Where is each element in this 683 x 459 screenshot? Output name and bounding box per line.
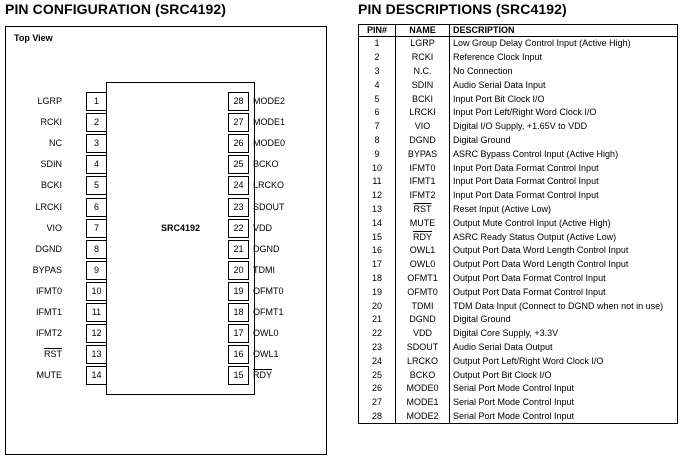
pin-number-cell: 7 xyxy=(359,120,396,134)
table-row xyxy=(359,78,678,92)
pin-number-cell: 3 xyxy=(359,65,396,79)
table-header-row xyxy=(359,25,678,37)
pin-number-cell: 24 xyxy=(359,354,396,368)
table-row xyxy=(359,147,678,161)
pin-number: 20 xyxy=(228,261,249,280)
pin-number: 27 xyxy=(228,113,249,132)
pin-description-cell: Input Port Data Format Control Input xyxy=(450,161,678,175)
pin-number: 9 xyxy=(86,261,107,280)
pin-description-cell: Serial Port Mode Control Input xyxy=(450,382,678,396)
pin-number-cell: 23 xyxy=(359,341,396,355)
table-row xyxy=(359,189,678,203)
pin-number: 1 xyxy=(86,92,107,111)
pin-number-cell: 6 xyxy=(359,106,396,120)
pin-name-cell: IFMT2 xyxy=(396,189,450,203)
pin-number: 10 xyxy=(86,282,107,301)
pin-name-cell: $\overline{RDY}$ xyxy=(396,230,450,244)
pin-name-cell: OWL1 xyxy=(396,244,450,258)
pin-name-cell: BCKI xyxy=(396,92,450,106)
pin-diagram xyxy=(5,26,327,455)
pin-number: 18 xyxy=(228,303,249,322)
pin-label: OWL0 xyxy=(253,328,279,339)
pin-description-cell: Reference Clock Input xyxy=(450,51,678,65)
pin-label: VDD xyxy=(253,222,273,233)
pin-description-cell: Low Group Delay Control Input (Active High) xyxy=(450,37,678,51)
pin-name-cell: DGND xyxy=(396,134,450,148)
pin-number: 19 xyxy=(228,282,249,301)
pin-label: LRCKO xyxy=(253,180,285,191)
pin-number-cell: 25 xyxy=(359,368,396,382)
pin-name-cell: DGND xyxy=(396,313,450,327)
pin-name-cell: LRCKO xyxy=(396,354,450,368)
pin-label: OFMT0 xyxy=(253,285,284,296)
pin-description-cell: Input Port Left/Right Word Clock I/O xyxy=(450,106,678,120)
pin-name-cell: RCKI xyxy=(396,51,450,65)
table-row xyxy=(359,161,678,175)
pin-number: 15 xyxy=(228,366,249,385)
pin-number: 24 xyxy=(228,176,249,195)
pin-number: 8 xyxy=(86,240,107,259)
pin-number: 23 xyxy=(228,198,249,217)
table-row xyxy=(359,120,678,134)
pin-name-cell: SDIN xyxy=(396,78,450,92)
table-row xyxy=(359,313,678,327)
pin-number: 3 xyxy=(86,134,107,153)
pin-description-cell: Digital Ground xyxy=(450,313,678,327)
pin-number: 6 xyxy=(86,198,107,217)
table-row xyxy=(359,65,678,79)
table-row xyxy=(359,368,678,382)
pin-label: TDMI xyxy=(253,264,275,275)
header-description: DESCRIPTION xyxy=(450,25,678,37)
pin-label: RCKI xyxy=(40,117,62,128)
table-row xyxy=(359,272,678,286)
pin-name-cell: BYPAS xyxy=(396,147,450,161)
pin-number: 16 xyxy=(228,345,249,364)
pin-number-cell: 13 xyxy=(359,203,396,217)
pin-label: IFMT1 xyxy=(36,307,62,317)
pin-name-cell: IFMT1 xyxy=(396,175,450,189)
table-row xyxy=(359,244,678,258)
table-row xyxy=(359,285,678,299)
pin-number: 28 xyxy=(228,92,249,111)
pin-name-cell: $\overline{RST}$ xyxy=(396,203,450,217)
pin-label: NC xyxy=(49,138,62,149)
pin-number: 14 xyxy=(86,366,107,385)
pin-name-cell: OFMT1 xyxy=(396,272,450,286)
table-row xyxy=(359,106,678,120)
table-row xyxy=(359,134,678,148)
pin-number-cell: 17 xyxy=(359,258,396,272)
pin-description-cell: TDM Data Input (Connect to DGND when not in use) xyxy=(450,299,678,313)
pin-label: BYPAS xyxy=(32,264,62,275)
pin-number-cell: 14 xyxy=(359,216,396,230)
pin-number: 17 xyxy=(228,324,249,343)
pin-description-cell: Output Port Left/Right Word Clock I/O xyxy=(450,354,678,368)
pin-name-cell: LGRP xyxy=(396,37,450,51)
pin-number-cell: 5 xyxy=(359,92,396,106)
pin-description-cell: Input Port Bit Clock I/O xyxy=(450,92,678,106)
header-pin: PIN# xyxy=(359,25,396,37)
pin-name-cell: MODE1 xyxy=(396,396,450,410)
pin-number-cell: 11 xyxy=(359,175,396,189)
table-row xyxy=(359,354,678,368)
pin-description-cell: Digital I/O Supply, +1.65V to VDD xyxy=(450,120,678,134)
pin-label: OFMT1 xyxy=(253,307,284,317)
pin-label: MODE1 xyxy=(253,117,286,128)
pin-description-cell: Digital Core Supply, +3.3V xyxy=(450,327,678,341)
pin-number: 4 xyxy=(86,155,107,174)
pin-description-cell: Serial Port Mode Control Input xyxy=(450,410,678,424)
pin-number-cell: 10 xyxy=(359,161,396,175)
pin-number-cell: 4 xyxy=(359,78,396,92)
table-row xyxy=(359,51,678,65)
pin-number: 21 xyxy=(228,240,249,259)
pin-label: MODE2 xyxy=(253,96,286,106)
table-row xyxy=(359,37,678,51)
pin-number-cell: 22 xyxy=(359,327,396,341)
pin-label: DGND xyxy=(253,243,280,254)
pin-label: LGRP xyxy=(37,96,62,106)
pin-description-cell: Audio Serial Data Input xyxy=(450,78,678,92)
pin-label: MUTE xyxy=(36,370,62,381)
pin-description-cell: Output Mute Control Input (Active High) xyxy=(450,216,678,230)
table-row xyxy=(359,299,678,313)
table-row xyxy=(359,396,678,410)
pin-number-cell: 9 xyxy=(359,147,396,161)
pin-label: $\overline{RDY}$ xyxy=(253,370,273,381)
pin-name-cell: IFMT0 xyxy=(396,161,450,175)
pin-number: 25 xyxy=(228,155,249,174)
pin-number-cell: 26 xyxy=(359,382,396,396)
pin-name-cell: N.C. xyxy=(396,65,450,79)
pin-number-cell: 20 xyxy=(359,299,396,313)
pin-description-cell: Output Port Data Word Length Control Input xyxy=(450,244,678,258)
pin-label: IFMT0 xyxy=(36,285,62,296)
pin-number: 11 xyxy=(86,303,107,322)
pin-number-cell: 27 xyxy=(359,396,396,410)
pin-label: $\overline{RST}$ xyxy=(44,349,62,360)
pin-label: DGND xyxy=(35,243,62,254)
table-row xyxy=(359,175,678,189)
pin-name-cell: MUTE xyxy=(396,216,450,230)
pin-description-cell: Audio Serial Data Output xyxy=(450,341,678,355)
table-row xyxy=(359,92,678,106)
pin-number-cell: 1 xyxy=(359,37,396,51)
pin-number: 26 xyxy=(228,134,249,153)
table-row xyxy=(359,258,678,272)
pin-name-cell: VDD xyxy=(396,327,450,341)
table-row xyxy=(359,410,678,424)
pin-name-cell: OFMT0 xyxy=(396,285,450,299)
pin-number-cell: 12 xyxy=(359,189,396,203)
pin-name-cell: MODE0 xyxy=(396,382,450,396)
pin-label: VIO xyxy=(46,222,62,233)
pin-label: IFMT2 xyxy=(36,328,62,339)
pin-label: SDOUT xyxy=(253,201,285,212)
pin-number: 7 xyxy=(86,219,107,238)
pin-number-cell: 18 xyxy=(359,272,396,286)
pin-description-cell: Output Port Data Format Control Input xyxy=(450,285,678,299)
pin-description-table xyxy=(358,24,678,424)
pin-description-cell: Output Port Data Format Control Input xyxy=(450,272,678,286)
pin-description-cell: Serial Port Mode Control Input xyxy=(450,396,678,410)
pin-name-cell: VIO xyxy=(396,120,450,134)
pin-number: 13 xyxy=(86,345,107,364)
pin-number-cell: 21 xyxy=(359,313,396,327)
table-row xyxy=(359,382,678,396)
pin-name-cell: SDOUT xyxy=(396,341,450,355)
pin-number-cell: 15 xyxy=(359,230,396,244)
header-name: NAME xyxy=(396,25,450,37)
pin-number-cell: 8 xyxy=(359,134,396,148)
pin-number: 12 xyxy=(86,324,107,343)
pin-description-cell: Digital Ground xyxy=(450,134,678,148)
pin-number-cell: 16 xyxy=(359,244,396,258)
table-row xyxy=(359,327,678,341)
pin-label: LRCKI xyxy=(35,201,62,212)
pin-label: BCKO xyxy=(253,159,279,170)
pin-description-cell: Output Port Data Word Length Control Input xyxy=(450,258,678,272)
pin-name-cell: TDMI xyxy=(396,299,450,313)
pin-number-cell: 2 xyxy=(359,51,396,65)
pin-number: 22 xyxy=(228,219,249,238)
table-row xyxy=(359,216,678,230)
pin-label: OWL1 xyxy=(253,349,279,360)
pin-number: 5 xyxy=(86,176,107,195)
table-row xyxy=(359,203,678,217)
pin-description-cell: Input Port Data Format Control Input xyxy=(450,189,678,203)
pin-number: 2 xyxy=(86,113,107,132)
pin-name-cell: OWL0 xyxy=(396,258,450,272)
pin-descriptions-title: PIN DESCRIPTIONS (SRC4192) xyxy=(358,1,567,17)
pin-description-cell: ASRC Bypass Control Input (Active High) xyxy=(450,147,678,161)
chip-name: SRC4192 xyxy=(160,223,201,233)
pin-name-cell: LRCKI xyxy=(396,106,450,120)
pin-label: SDIN xyxy=(40,159,62,170)
pin-description-cell: Input Port Data Format Control Input xyxy=(450,175,678,189)
pin-configuration-title: PIN CONFIGURATION (SRC4192) xyxy=(5,1,227,17)
pin-number-cell: 19 xyxy=(359,285,396,299)
pin-description-cell: Reset Input (Active Low) xyxy=(450,203,678,217)
table-body xyxy=(359,37,678,424)
pin-name-cell: BCKO xyxy=(396,368,450,382)
table-row xyxy=(359,341,678,355)
pin-label: BCKI xyxy=(40,180,62,191)
pin-name-cell: MODE2 xyxy=(396,410,450,424)
pin-description-cell: Output Port Bit Clock I/O xyxy=(450,368,678,382)
pin-label: MODE0 xyxy=(253,138,286,149)
pin-description-cell: ASRC Ready Status Output (Active Low) xyxy=(450,230,678,244)
pin-number-cell: 28 xyxy=(359,410,396,424)
top-view-label: Top View xyxy=(14,33,53,43)
pin-description-cell: No Connection xyxy=(450,65,678,79)
table-row xyxy=(359,230,678,244)
